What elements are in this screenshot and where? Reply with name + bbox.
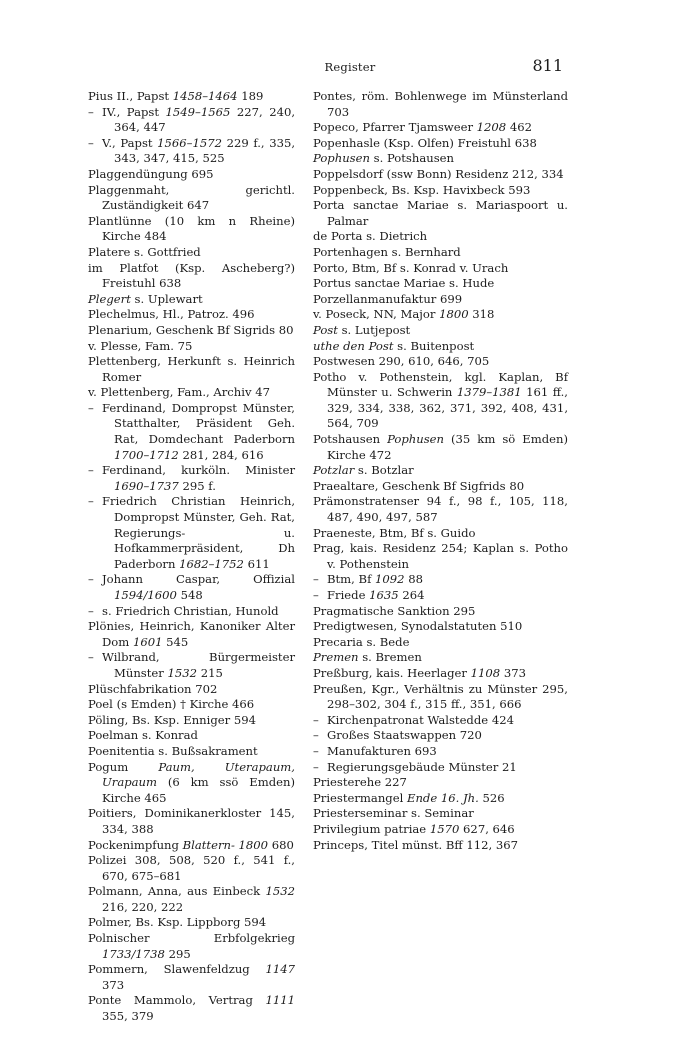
index-entry — [88, 167, 295, 183]
entry-text: Ferdinand, Dompropst Münster, Statthalter, Präsident Geh. Rat, Domdechant Paderborn — [102, 400, 295, 447]
entry-pages: 229 f., 335, 343, 347, 415, 525 — [114, 135, 296, 166]
index-entry — [313, 151, 568, 167]
subentry-body — [102, 401, 295, 463]
entry-italic-term: Plegert — [88, 291, 131, 306]
index-entry — [88, 619, 295, 650]
entry-italic-date: 1111 — [265, 993, 295, 1008]
entry-pages: 318 — [468, 307, 495, 322]
index-entry — [313, 292, 568, 308]
entry-text: Prämonstratenser 94 f., 98 f., 105, 118, 487, 490, 497, 587 — [313, 494, 568, 525]
entry-text: Poelman s. Konrad — [88, 728, 198, 743]
page-number: 811 — [532, 56, 563, 75]
entry-text: Pogum — [88, 759, 159, 774]
index-entry — [88, 261, 295, 292]
entry-text: Preußen, Kgr., Verhältnis zu Münster 295, 298–302, 304 f., 315 ff., 351, 666 — [313, 681, 568, 712]
entry-italic-date: 1800 — [439, 307, 469, 322]
index-entry — [88, 682, 295, 698]
subentry-body — [327, 572, 568, 588]
index-entry — [88, 89, 295, 105]
entry-text: s. Buitenpost — [393, 338, 475, 353]
entry-text: Pius II., Papst — [88, 89, 173, 103]
index-entry — [313, 307, 568, 323]
subentry-dash: – — [88, 104, 94, 119]
index-entry — [88, 806, 295, 837]
subentry-dash: – — [313, 712, 319, 727]
index-entry — [313, 167, 568, 183]
entry-italic-date: 1379–1381 — [456, 385, 522, 400]
entry-text: Poppelsdorf (ssw Bonn) Residenz 212, 334 — [313, 166, 564, 181]
entry-text: Popeco, Pfarrer Tjamsweer — [313, 120, 477, 135]
entry-pages: 611 — [243, 556, 270, 571]
index-entry — [88, 307, 295, 323]
entry-text: Praeneste, Btm, Bf s. Guido — [313, 525, 476, 540]
subentry-body — [102, 136, 295, 167]
entry-text: de Porta s. Dietrich — [313, 229, 428, 244]
subentry-dash: – — [313, 572, 319, 587]
index-entry — [88, 884, 295, 915]
entry-text: Predigtwesen, Synodalstatuten 510 — [313, 619, 523, 634]
entry-italic-date: 1733/1738 — [102, 946, 165, 961]
index-entry — [313, 354, 568, 370]
entry-italic-date: Ende 16. Jh. — [406, 790, 479, 805]
index-entry — [313, 541, 568, 572]
index-entry — [88, 354, 295, 385]
index-subentry — [88, 604, 295, 620]
index-subentry — [88, 105, 295, 136]
entry-text: Wilbrand, Bürgermeister Münster — [102, 650, 295, 680]
subentry-body — [102, 494, 295, 572]
entry-pages: 373 — [500, 665, 526, 680]
index-entry — [313, 432, 568, 463]
entry-pages: 295 f. — [178, 478, 216, 493]
entry-italic-date: Blattern- 1800 — [182, 837, 269, 852]
entry-text: Pockenimpfung — [88, 837, 183, 852]
entry-text: Plettenberg, Herkunft s. Heinrich Romer — [88, 354, 295, 384]
subentry-body — [102, 572, 295, 603]
subentry-dash: – — [88, 494, 94, 509]
entry-italic-date: 1458–1464 — [172, 89, 238, 103]
entry-text: Poel (s Emden) † Kirche 466 — [88, 697, 255, 712]
entry-italic-date: Paum, Uterapaum, Urapaum — [102, 759, 295, 790]
running-head: Register — [324, 60, 376, 74]
entry-text: Polizei 308, 508, 520 f., 541 f., 670, 675–681 — [88, 853, 295, 883]
entry-italic-date: 1570 — [429, 821, 460, 836]
entry-text: Plönies, Heinrich, Kanoniker Alter Dom — [88, 619, 295, 649]
entry-text: Friede — [327, 588, 370, 602]
index-entry — [313, 479, 568, 495]
entry-text: Plenarium, Geschenk Bf Sigrids 80 — [88, 322, 294, 337]
entry-pages: 526 — [478, 790, 505, 805]
entry-italic-date: 1532 — [265, 884, 295, 899]
entry-text: Priesterehe 227 — [313, 775, 407, 790]
index-subentry — [313, 572, 568, 588]
index-subentry — [88, 401, 295, 463]
entry-text: s. Lutjepost — [337, 322, 411, 337]
entry-pages: 373 — [102, 977, 125, 992]
entry-italic-term: uthe den Post — [313, 338, 394, 353]
index-entry — [88, 744, 295, 760]
entry-pages: 281, 284, 616 — [178, 447, 264, 462]
index-entry — [313, 120, 568, 136]
subentry-dash: – — [88, 603, 94, 618]
entry-text: Porzellanmanufaktur 699 — [313, 291, 463, 306]
index-entry — [313, 682, 568, 713]
subentry-dash: – — [313, 588, 319, 602]
entry-text: Poenitentia s. Bußsakrament — [88, 743, 258, 758]
subentry-body — [327, 728, 568, 744]
entry-italic-date: Pophusen — [387, 432, 445, 447]
index-subentry — [88, 650, 295, 681]
index-entry — [313, 276, 568, 292]
entry-text: Platere s. Gottfried — [88, 244, 201, 259]
index-entry — [88, 931, 295, 962]
entry-text: Kirchenpatronat Walstedde 424 — [327, 712, 514, 727]
entry-text: Preßburg, kais. Heerlager — [313, 665, 471, 680]
entry-text: Plaggenmaht, gerichtl. Zuständigkeit 647 — [88, 182, 295, 213]
entry-pages: 627, 646 — [459, 821, 515, 836]
entry-text: Princeps, Titel münst. Bff 112, 367 — [313, 837, 518, 852]
entry-text: Ponte Mammolo, Vertrag — [88, 993, 266, 1008]
index-entry — [88, 760, 295, 807]
index-entry — [313, 666, 568, 682]
entry-pages: 680 — [268, 837, 294, 852]
index-subentry — [313, 713, 568, 729]
index-entry — [313, 245, 568, 261]
entry-text: Priestermangel — [313, 790, 407, 805]
entry-italic-date: 1635 — [369, 588, 399, 602]
subentry-body — [327, 760, 568, 776]
index-entry — [88, 993, 295, 1024]
entry-text: V., Papst — [102, 135, 158, 150]
entry-text: Precaria s. Bede — [313, 634, 410, 649]
index-subentry — [88, 463, 295, 494]
entry-text: Plechelmus, Hl., Patroz. 496 — [88, 307, 255, 322]
subentry-body — [102, 604, 295, 620]
index-entry — [313, 136, 568, 152]
index-entry — [313, 526, 568, 542]
entry-italic-date: 1601 — [132, 634, 163, 649]
entry-pages: 161 ff., 329, 334, 338, 362, 371, 392, 408, 431, 564, 709 — [327, 385, 568, 431]
entry-text: v. Poseck, NN, Major — [313, 307, 440, 322]
entry-text: Potho v. Pothenstein, kgl. Kaplan, Bf Münster u. Schwerin — [313, 369, 568, 400]
subentry-body — [102, 105, 295, 136]
entry-italic-term: Potzlar — [313, 463, 355, 478]
entry-text: s. Potshausen — [369, 151, 455, 166]
entry-text: v. Plettenberg, Fam., Archiv 47 — [88, 385, 270, 400]
entry-text: Prag, kais. Residenz 254; Kaplan s. Potho v. Pothenstein — [313, 541, 568, 571]
index-entry — [88, 292, 295, 308]
entry-text: Plantlünne (10 km n Rheine) Kirche 484 — [88, 213, 295, 244]
entry-text: Popenhasle (Ksp. Olfen) Freistuhl 638 — [313, 135, 537, 150]
entry-pages: 355, 379 — [102, 1009, 154, 1024]
index-entry — [88, 385, 295, 401]
subentry-body — [102, 463, 295, 494]
entry-pages: (6 km ssö Emden) Kirche 465 — [102, 775, 295, 805]
entry-italic-date: 1092 — [375, 572, 405, 587]
subentry-dash: – — [88, 135, 94, 150]
entry-text: Großes Staatswappen 720 — [327, 728, 482, 743]
entry-pages: 545 — [162, 634, 189, 649]
entry-text: Pommern, Slawenfeldzug — [88, 962, 266, 977]
entry-text: im Platfot (Ksp. Ascheberg?) Freistuhl 638 — [88, 260, 295, 291]
entry-text: Priesterseminar s. Seminar — [313, 806, 474, 821]
entry-text: Polnischer Erbfolgekrieg — [88, 931, 295, 946]
entry-text: Plüschfabrikation 702 — [88, 681, 218, 696]
subentry-body — [102, 650, 295, 681]
entry-italic-date: 1594/1600 — [114, 588, 177, 602]
subentry-dash: – — [313, 759, 319, 774]
index-entry — [313, 261, 568, 277]
entry-pages: 215 — [197, 665, 223, 680]
index-entry — [88, 323, 295, 339]
entry-italic-date: 1147 — [265, 962, 295, 977]
entry-text: Potshausen — [313, 432, 388, 447]
entry-text: s. Uplewart — [130, 291, 203, 306]
index-entry — [88, 713, 295, 729]
entry-italic-term: Pophusen — [313, 151, 370, 166]
entry-pages: 227, 240, 364, 447 — [114, 104, 296, 135]
entry-text: Manufakturen 693 — [327, 743, 437, 758]
entry-text: v. Plesse, Fam. 75 — [88, 338, 193, 353]
entry-text: Johann Caspar, Offizial — [102, 572, 295, 587]
entry-italic-date: 1532 — [167, 665, 198, 680]
entry-text: Ferdinand, kurköln. Minister — [102, 463, 295, 478]
subentry-dash: – — [88, 463, 94, 478]
entry-text: Pragmatische Sanktion 295 — [313, 603, 476, 618]
index-entry — [313, 806, 568, 822]
subentry-dash: – — [313, 728, 319, 743]
index-entry — [313, 494, 568, 525]
entry-text: Polmann, Anna, aus Einbeck — [88, 884, 266, 899]
entry-italic-date: 1549–1565 — [165, 104, 231, 119]
entry-text: s. Botzlar — [354, 463, 414, 478]
index-entry — [313, 89, 568, 120]
entry-text: Portus sanctae Mariae s. Hude — [313, 276, 495, 291]
index-entry — [88, 838, 295, 854]
entry-italic-date: 1208 — [476, 120, 507, 135]
entry-italic-date: 1566–1572 — [157, 135, 222, 150]
entry-text: Pontes, röm. Bohlenwege im Münsterland 703 — [313, 89, 568, 119]
entry-text: Poppenbeck, Bs. Ksp. Havixbeck 593 — [313, 182, 531, 197]
entry-pages: 189 — [237, 89, 264, 103]
index-entry — [88, 962, 295, 993]
index-entry — [313, 650, 568, 666]
entry-text: IV., Papst — [102, 104, 166, 119]
index-entry — [313, 198, 568, 229]
subentry-dash: – — [313, 743, 319, 758]
entry-italic-date: 1700–1712 — [114, 447, 179, 462]
entry-text: Regierungsgebäude Münster 21 — [327, 759, 517, 774]
entry-pages: 462 — [506, 120, 533, 135]
index-subentry — [88, 494, 295, 572]
entry-text: Privilegium patriae — [313, 821, 430, 836]
index-entry — [88, 183, 295, 214]
entry-text: s. Bremen — [358, 650, 422, 665]
index-entry — [313, 323, 568, 339]
entry-italic-date: 1108 — [470, 665, 501, 680]
entry-italic-term: Post — [313, 322, 338, 337]
entry-text: Poitiers, Dominikanerkloster 145, 334, 388 — [88, 806, 295, 836]
entry-text: Polmer, Bs. Ksp. Lippborg 594 — [88, 915, 267, 930]
entry-pages: 295 — [164, 946, 191, 961]
index-subentry — [313, 728, 568, 744]
entry-pages: 88 — [404, 572, 424, 587]
index-column-right — [313, 89, 568, 853]
index-column-left — [88, 89, 295, 1025]
index-entry — [88, 214, 295, 245]
index-entry — [313, 339, 568, 355]
index-entry — [313, 791, 568, 807]
index-entry — [313, 822, 568, 838]
entry-text: Pöling, Bs. Ksp. Enniger 594 — [88, 712, 256, 727]
index-entry — [88, 245, 295, 261]
index-subentry — [313, 588, 568, 604]
index-subentry — [313, 760, 568, 776]
index-subentry — [313, 744, 568, 760]
entry-pages: (35 km sö Emden) Kirche 472 — [327, 432, 568, 462]
index-entry — [88, 915, 295, 931]
subentry-body — [327, 713, 568, 729]
subentry-dash: – — [88, 400, 94, 415]
index-entry — [88, 339, 295, 355]
index-entry — [313, 604, 568, 620]
entry-text: Friedrich Christian Heinrich, Dompropst Münster, Geh. Rat, Regierungs- u. Hofkammerpräsident, Dh Paderborn — [102, 494, 295, 571]
index-entry — [313, 619, 568, 635]
entry-italic-date: 1682–1752 — [179, 556, 244, 571]
entry-text: Porta sanctae Mariae s. Mariaspoort u. Palmar — [313, 198, 568, 228]
index-entry — [313, 635, 568, 651]
entry-pages: 216, 220, 222 — [102, 899, 184, 914]
entry-italic-term: Premen — [313, 650, 359, 665]
subentry-dash: – — [88, 650, 94, 665]
entry-text: s. Friedrich Christian, Hunold — [102, 603, 279, 618]
entry-text: Btm, Bf — [327, 572, 376, 587]
subentry-dash: – — [88, 572, 94, 587]
index-entry — [313, 838, 568, 854]
index-entry — [88, 728, 295, 744]
subentry-body — [327, 588, 568, 604]
index-entry — [313, 229, 568, 245]
entry-italic-date: 1690–1737 — [114, 478, 179, 493]
entry-pages: 264 — [398, 588, 425, 602]
entry-text: Postwesen 290, 610, 646, 705 — [313, 354, 490, 369]
subentry-body — [327, 744, 568, 760]
entry-pages: 548 — [176, 588, 203, 602]
page-header — [0, 56, 700, 80]
index-entry — [313, 775, 568, 791]
index-subentry — [88, 572, 295, 603]
index-entry — [313, 370, 568, 432]
entry-text: Portenhagen s. Bernhard — [313, 244, 461, 259]
entry-text: Plaggendüngung 695 — [88, 166, 214, 181]
index-subentry — [88, 136, 295, 167]
index-entry — [88, 697, 295, 713]
index-entry — [313, 463, 568, 479]
entry-text: Praealtare, Geschenk Bf Sigfrids 80 — [313, 478, 525, 493]
entry-text: Porto, Btm, Bf s. Konrad v. Urach — [313, 260, 509, 275]
index-entry — [313, 183, 568, 199]
index-entry — [88, 853, 295, 884]
